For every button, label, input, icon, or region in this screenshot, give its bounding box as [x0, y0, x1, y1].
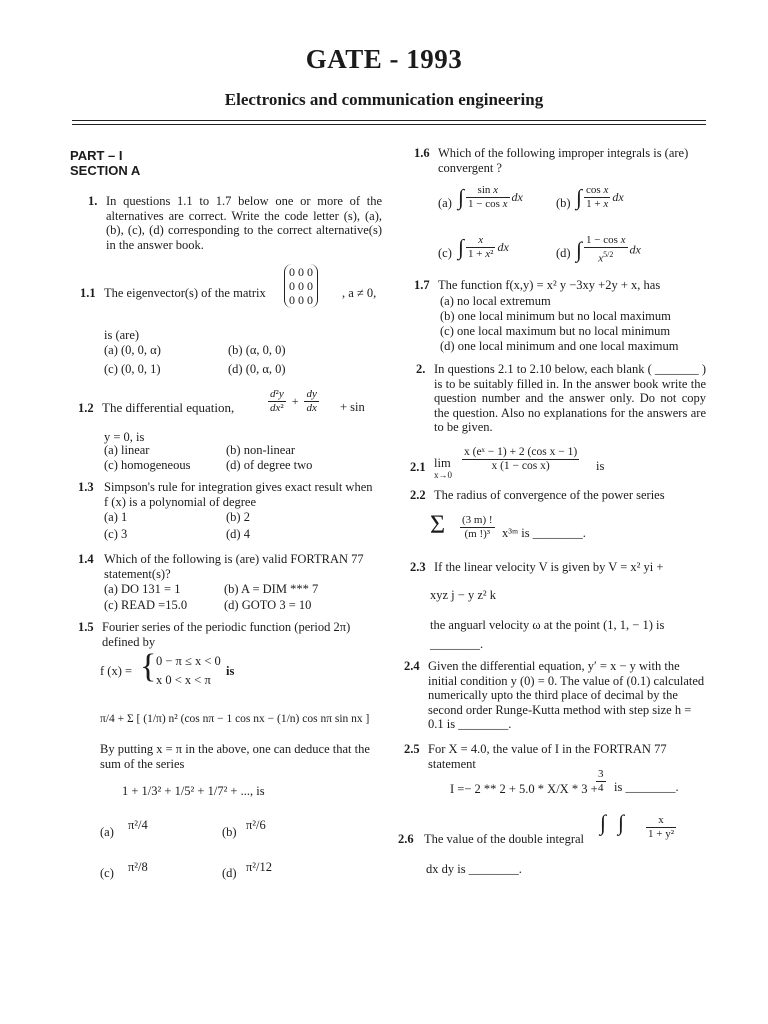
q1-1-option-d: (d) (0, α, 0): [228, 362, 286, 376]
q2-5-fraction: [594, 768, 608, 795]
q1-6-option-a: (a): [438, 196, 452, 210]
q1-2-option-b: (b) non-linear: [226, 443, 296, 457]
q1-6-integral-b: ∫ $\frac{\text{cos x}}{1 + x}$ dx: [576, 184, 624, 210]
q1-1-option-b: (b) (α, 0, 0): [228, 343, 286, 357]
q1-2-option-d: (d) of degree two: [226, 458, 313, 472]
q1-2-equation: $\frac{\text{d²y}}{\text{dx²}}$ + $\frac{dy}{dx}$: [270, 388, 317, 414]
page-title: GATE - 1993: [305, 44, 463, 74]
q1-5-case-2: x 0 < x < π: [156, 673, 211, 687]
q1-3-option-d: (d) 4: [226, 527, 250, 541]
q1-7-text: The function f(x,y) = x² y −3xy +2y + x, has: [438, 278, 661, 292]
q1-7-option-c: (c) one local maximum but no local minimum: [440, 324, 671, 338]
q1-3-option-c: (c) 3: [104, 527, 128, 541]
q1-6-text: Which of the following improper integrals is (are) convergent ?: [438, 146, 689, 175]
q1-7-option-d: (d) one local minimum and one local maximum: [440, 339, 679, 353]
q1-6-option-d: (d): [556, 246, 571, 260]
q2-3-line2: xyz j − y z² k: [430, 588, 496, 602]
q1-5-text: Fourier series of the periodic function (period 2π) defined by: [102, 620, 351, 649]
intro1-text: In questions 1.1 to 1.7 below one or more of the alternatives are correct. Write the code letter (s), (a), (b), (c), (d) corresponding to the correct alternative(s) in the answer book.: [106, 194, 382, 252]
q1-6-integral-c: ∫ $\frac{x}{\text{1 + x²}}$ dx: [458, 234, 509, 260]
q2-2-tail: x³ᵐ is ________.: [502, 526, 586, 540]
q2-2-text: The radius of convergence of the power series: [434, 488, 665, 502]
q2-2-fraction: [458, 514, 497, 541]
q2-6-integrals: ∫ ∫: [600, 810, 625, 835]
part-label: PART – I: [70, 148, 123, 163]
q2-3-blank: ________.: [430, 637, 484, 651]
q1-3-option-a: (a) 1: [104, 510, 128, 524]
matrix-row-3: 0 0 0: [289, 293, 313, 307]
q1-5-option-b-value: π²/6: [246, 818, 266, 832]
q1-6-option-c: (c): [438, 246, 452, 260]
q2-5-text: For X = 4.0, the value of I in the FORTRAN 77 statement: [428, 742, 667, 771]
q1-7-option-b: (b) one local minimum but no local maximum: [440, 309, 671, 323]
q2-6-numerator: x: [646, 814, 676, 828]
q2-1-number: 2.1: [410, 460, 426, 474]
q1-5-byputting: By putting x = π in the above, one can deduce that the sum of the series: [100, 742, 370, 771]
q2-2-numerator: (3 m) !: [462, 514, 493, 526]
q1-5-brace: {: [140, 648, 157, 685]
matrix-row-2: 0 0 0: [289, 279, 313, 293]
q2-1-numerator: x (eˣ − 1) + 2 (cos x − 1): [464, 446, 578, 458]
q1-4-option-b: (b) A = DIM *** 7: [224, 582, 319, 596]
q2-1-fraction: [460, 446, 581, 473]
q1-1-isare: is (are): [104, 328, 140, 342]
q1-4-option-d: (d) GOTO 3 = 10: [224, 598, 312, 612]
q2-2-sigma: Σ: [430, 510, 446, 539]
intro2-text: In questions 2.1 to 2.10 below, each blank ( _______ ) is to be suitably filled in. In the answer book write the question number and the answer only. Do not copy the question. Also no explanations for the answers are to be given.: [434, 362, 706, 434]
q1-1-text: The eigenvector(s) of the matrix: [104, 286, 266, 300]
q1-1-number: 1.1: [80, 286, 96, 300]
q2-1-lim-under: x→0: [434, 470, 452, 480]
page-subtitle: Electronics and communication engineering: [224, 90, 544, 109]
q2-6-text: The value of the double integral: [424, 832, 585, 846]
q2-6-number: 2.6: [398, 832, 414, 846]
q1-4-number: 1.4: [78, 552, 94, 566]
q2-5-statement: I =− 2 ** 2 + 5.0 * X/X * 3 +: [450, 782, 598, 796]
q1-4-option-c: (c) READ =15.0: [104, 598, 188, 612]
q1-5-option-a: (a): [100, 825, 114, 839]
q1-5-option-d: (d): [222, 866, 237, 880]
q2-5-number: 2.5: [404, 742, 420, 756]
q2-3-text: If the linear velocity V is given by V = x² yi +: [434, 560, 664, 574]
q2-2-number: 2.2: [410, 488, 426, 502]
q1-6-integral-d: ∫ $\frac{\text{1 − cos x}}{x^{5/2}}$ dx: [576, 234, 641, 265]
q2-4-number: 2.4: [404, 659, 420, 673]
q1-5-fx: f (x) =: [100, 664, 133, 678]
q1-7-number: 1.7: [414, 278, 430, 292]
q1-3-text: Simpson's rule for integration gives exact result when f (x) is a polynomial of degree: [104, 480, 373, 509]
q2-5-frac-num: 3: [598, 768, 604, 780]
header-rule-top: [72, 120, 706, 121]
q1-5-option-a-value: π²/4: [128, 818, 148, 832]
q2-6-denominator: 1 + y²: [648, 828, 675, 840]
q1-5-number: 1.5: [78, 620, 94, 634]
q1-5-option-c-value: π²/8: [128, 860, 148, 874]
q1-1-matrix: [284, 264, 318, 309]
q1-5-is: is: [226, 664, 235, 678]
q2-6-fraction: [644, 814, 678, 841]
q1-7-option-a: (a) no local extremum: [440, 294, 551, 308]
q2-1-denominator: x (1 − cos x): [491, 460, 550, 472]
q1-2-text: The differential equation,: [102, 400, 235, 415]
header-rule-bottom: [72, 124, 706, 125]
matrix-row-1: 0 0 0: [289, 265, 313, 279]
q1-2-tail: + sin: [340, 400, 365, 414]
q2-1-is: is: [596, 459, 605, 473]
q1-2-option-a: (a) linear: [104, 443, 150, 457]
q1-3-number: 1.3: [78, 480, 94, 494]
q1-5-option-d-value: π²/12: [246, 860, 273, 874]
q1-5-option-c: (c): [100, 866, 114, 880]
q2-3-line3: the anguarl velocity ω at the point (1, 1, − 1) is: [430, 618, 665, 632]
q2-5-frac-den: 4: [598, 782, 604, 794]
q1-2-line2: y = 0, is: [104, 430, 145, 444]
q1-5-option-b: (b): [222, 825, 237, 839]
intro2-number: 2.: [416, 362, 426, 376]
section-label: SECTION A: [70, 163, 141, 178]
q2-3-number: 2.3: [410, 560, 426, 574]
q2-6-line2: dx dy is ________.: [426, 862, 522, 876]
q1-1-condition: , a ≠ 0,: [342, 286, 377, 300]
q2-4-text: Given the differential equation, y′ = x − y with the initial condition y (0) = 0. The value of (0.1) calculated numerically upto the third place of decimal by the second order Runge-Kutta method with step size h = 0.1 is ________.: [428, 659, 705, 731]
q1-3-option-b: (b) 2: [226, 510, 250, 524]
q1-1-option-a: (a) (0, 0, α): [104, 343, 161, 357]
q1-5-sum: 1 + 1/3² + 1/5² + 1/7² + ..., is: [122, 784, 265, 798]
q1-4-text: Which of the following is (are) valid FORTRAN 77 statement(s)?: [104, 552, 364, 581]
q1-1-option-c: (c) (0, 0, 1): [104, 362, 161, 376]
q1-5-series: π/4 + Σ [ (1/π) n² (cos nπ − 1 cos nx − (1/n) cos nπ sin nx ]: [100, 713, 370, 725]
q1-5-case-1: 0 − π ≤ x < 0: [156, 654, 221, 668]
q2-1-lim: lim: [434, 456, 451, 470]
q1-2-option-c: (c) homogeneous: [104, 458, 191, 472]
q1-6-option-b: (b): [556, 196, 571, 210]
intro1-number: 1.: [88, 194, 98, 208]
q1-4-option-a: (a) DO 131 = 1: [104, 582, 181, 596]
q2-5-tail: is ________.: [614, 780, 679, 794]
q2-2-denominator: (m !)³: [464, 528, 491, 540]
q1-6-integral-a: ∫ $\frac{\text{sin x}}{\text{1 − cos x}}$ dx: [458, 184, 523, 210]
q1-2-number: 1.2: [78, 401, 94, 415]
q1-6-number: 1.6: [414, 146, 430, 160]
